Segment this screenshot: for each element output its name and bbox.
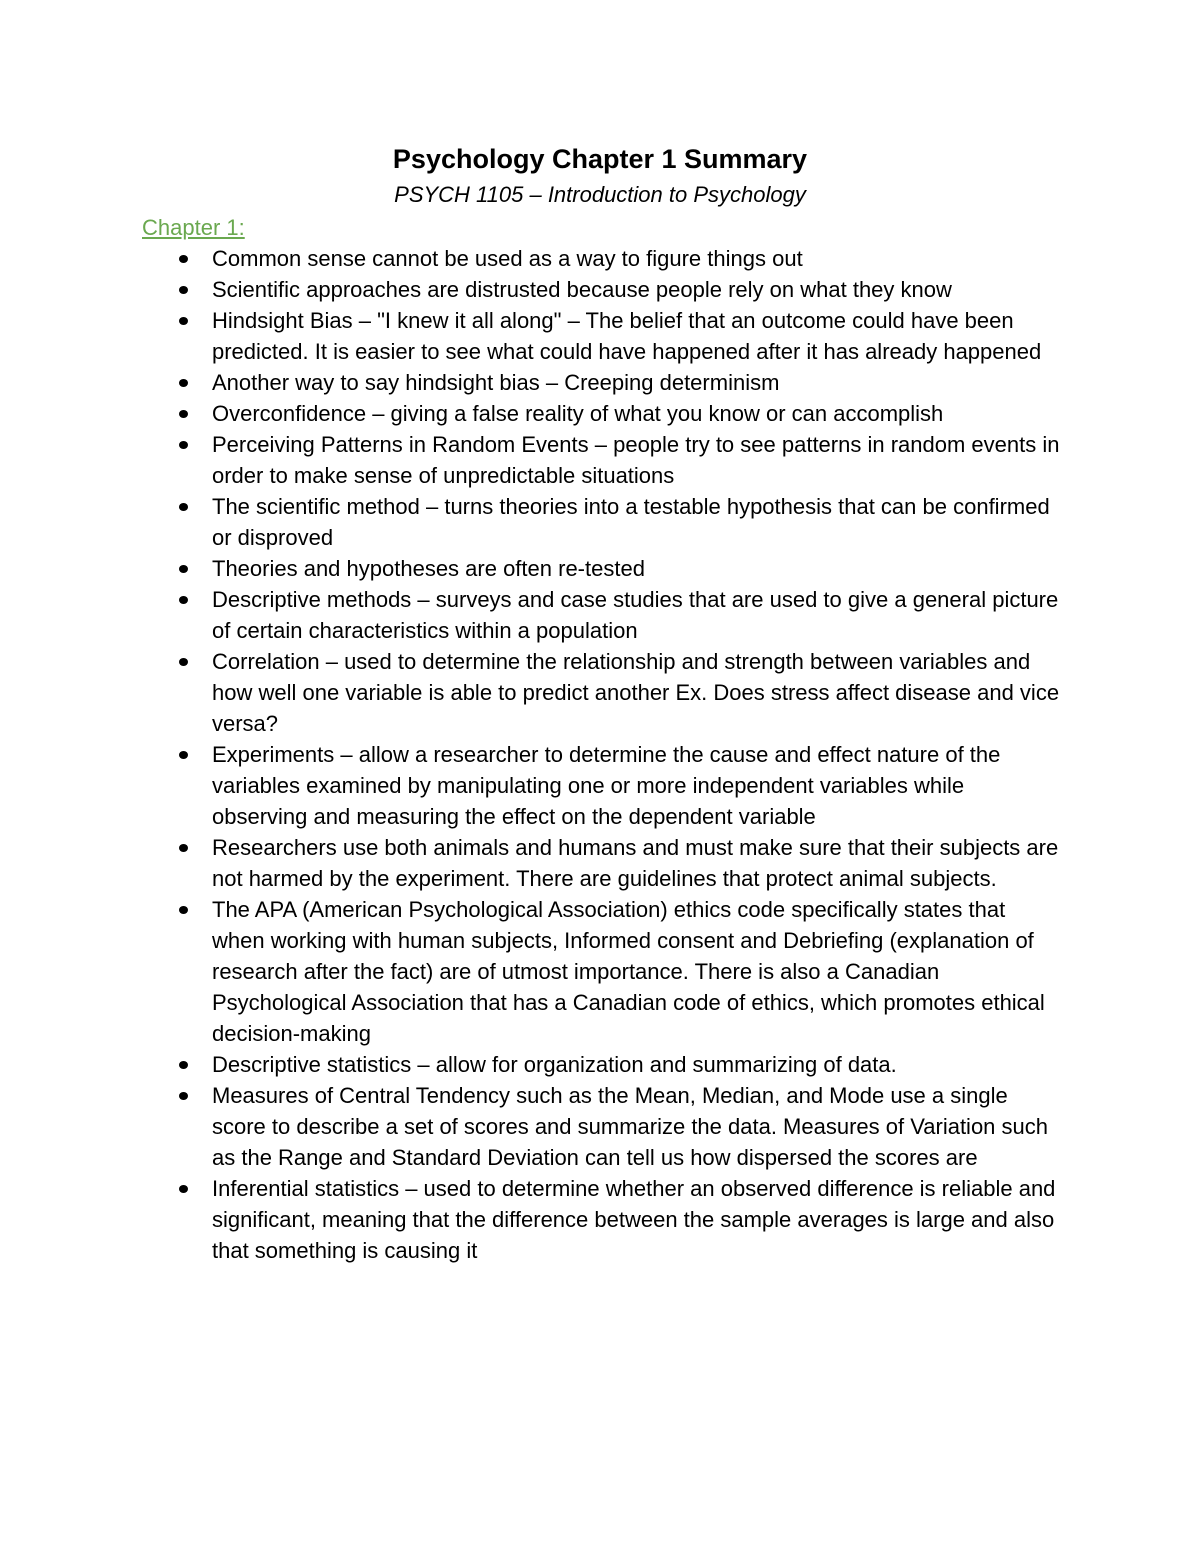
bullet-text: Descriptive statistics – allow for organization and summarizing of data. — [212, 1052, 897, 1077]
summary-bullet-list — [172, 243, 1062, 1266]
list-item — [172, 553, 1062, 584]
bullet-text: Measures of Central Tendency such as the Mean, Median, and Mode use a single score to describe a set of scores and summarize the data. Measures of Variation such as the Range and Standard Deviation can tell us how dispersed the scores are — [212, 1083, 1048, 1170]
document-subtitle: PSYCH 1105 – Introduction to Psychology — [394, 182, 806, 207]
bullet-icon — [179, 906, 188, 914]
bullet-text: The APA (American Psychological Association) ethics code specifically states that when working with human subjects, Informed consent and Debriefing (explanation of research after the fact) are of utmost importance. There is also a Canadian Psychological Association that has a Canadian code of ethics, which promotes ethical decision-making — [212, 897, 1045, 1046]
bullet-icon — [179, 317, 188, 325]
bullet-icon — [179, 410, 188, 418]
list-item — [172, 832, 1062, 894]
bullet-text: Common sense cannot be used as a way to figure things out — [212, 246, 803, 271]
bullet-icon — [179, 1185, 188, 1193]
list-item — [172, 1173, 1062, 1266]
bullet-icon — [179, 286, 188, 294]
bullet-text: Hindsight Bias – "I knew it all along" – The belief that an outcome could have been predicted. It is easier to see what could have happened after it has already happened — [212, 308, 1042, 364]
bullet-icon — [179, 1092, 188, 1100]
list-item — [172, 646, 1062, 739]
bullet-text: Researchers use both animals and humans and must make sure that their subjects are not harmed by the experiment. There are guidelines that protect animal subjects. — [212, 835, 1059, 891]
bullet-icon — [179, 596, 188, 604]
bullet-icon — [179, 379, 188, 387]
list-item — [172, 1080, 1062, 1173]
list-item — [172, 584, 1062, 646]
list-item — [172, 243, 1062, 274]
chapter-heading: Chapter 1: — [142, 215, 245, 240]
bullet-text: Scientific approaches are distrusted because people rely on what they know — [212, 277, 952, 302]
list-item — [172, 1049, 1062, 1080]
bullet-text: Inferential statistics – used to determine whether an observed difference is reliable and significant, meaning that the difference between the sample averages is large and also that something is causing it — [212, 1176, 1056, 1263]
bullet-icon — [179, 503, 188, 511]
bullet-icon — [179, 844, 188, 852]
bullet-text: Descriptive methods – surveys and case studies that are used to give a general picture of certain characteristics within a population — [212, 587, 1059, 643]
bullet-text: The scientific method – turns theories into a testable hypothesis that can be confirmed or disproved — [212, 494, 1050, 550]
bullet-icon — [179, 751, 188, 759]
list-item — [172, 429, 1062, 491]
bullet-icon — [179, 1061, 188, 1069]
bullet-icon — [179, 441, 188, 449]
bullet-icon — [179, 658, 188, 666]
document-title: Psychology Chapter 1 Summary — [392, 144, 808, 174]
bullet-text: Experiments – allow a researcher to determine the cause and effect nature of the variables examined by manipulating one or more independent variables while observing and measuring the effect on the dependent variable — [212, 742, 1001, 829]
list-item — [172, 491, 1062, 553]
bullet-text: Perceiving Patterns in Random Events – people try to see patterns in random events in order to make sense of unpredictable situations — [212, 432, 1060, 488]
list-item — [172, 274, 1062, 305]
list-item — [172, 739, 1062, 832]
list-item — [172, 398, 1062, 429]
bullet-text: Theories and hypotheses are often re-tested — [212, 556, 645, 581]
list-item — [172, 894, 1062, 1049]
list-item — [172, 305, 1062, 367]
bullet-text: Another way to say hindsight bias – Creeping determinism — [212, 370, 780, 395]
bullet-icon — [179, 565, 188, 573]
bullet-text: Overconfidence – giving a false reality of what you know or can accomplish — [212, 401, 944, 426]
bullet-text: Correlation – used to determine the relationship and strength between variables and how well one variable is able to predict another Ex. Does stress affect disease and vice versa? — [212, 649, 1060, 736]
bullet-icon — [179, 255, 188, 263]
list-item — [172, 367, 1062, 398]
